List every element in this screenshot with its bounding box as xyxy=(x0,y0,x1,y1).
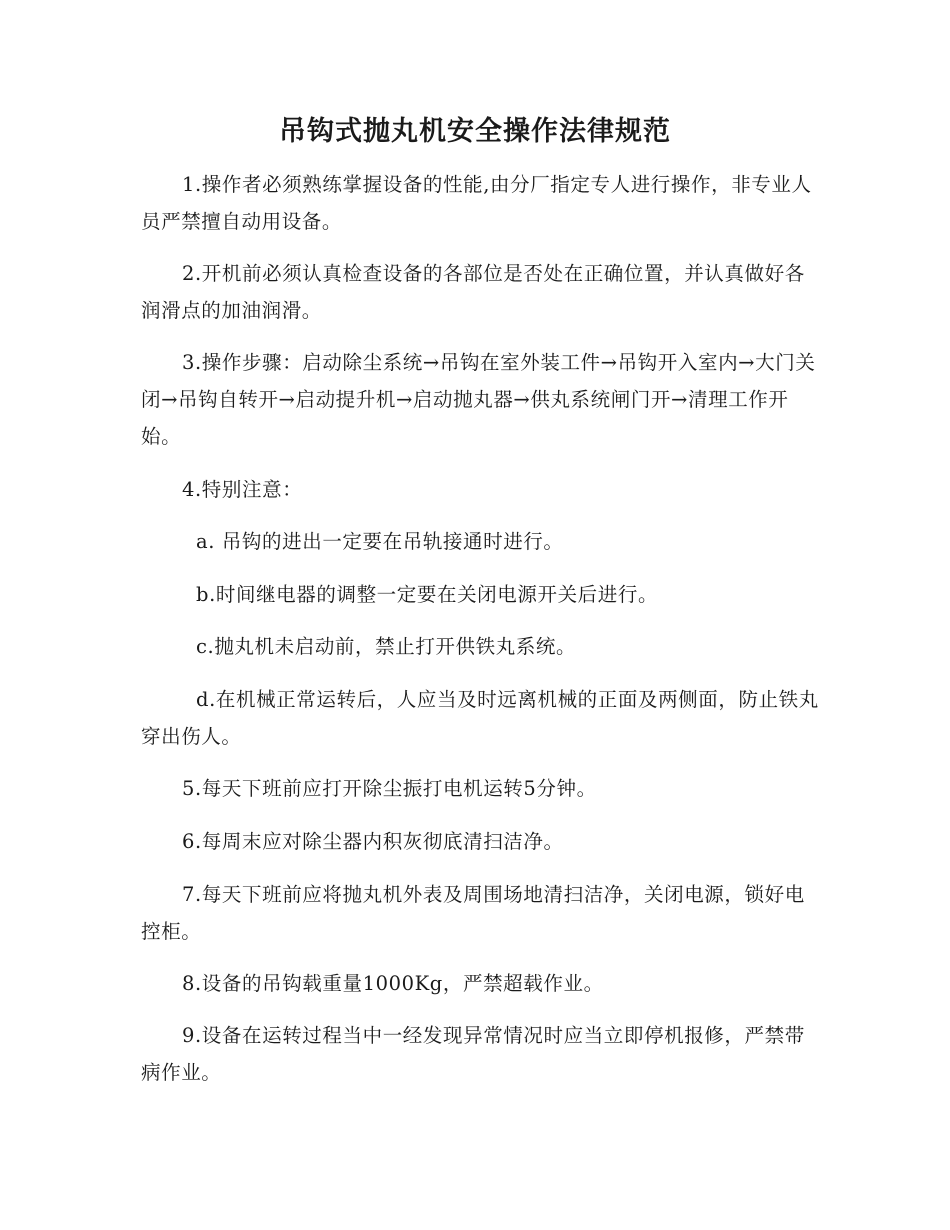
document-title: 吊钩式抛丸机安全操作法律规范 xyxy=(279,116,671,147)
paragraph-4c: c.抛丸机未启动前，禁止打开供铁丸系统。 xyxy=(196,635,577,658)
paragraph-4d: d.在机械正常运转后，人应当及时远离机械的正面及两侧面，防止铁丸穿出伤人。 xyxy=(141,688,819,748)
paragraph-8: 8.设备的吊钩载重量1000Kg，严禁超载作业。 xyxy=(182,972,604,995)
paragraph-1: 1.操作者必须熟练掌握设备的性能,由分厂指定专人进行操作，非专业人员严禁擅自动用设备。 xyxy=(141,173,812,233)
paragraph-5: 5.每天下班前应打开除尘振打电机运转5分钟。 xyxy=(182,777,597,800)
paragraph-7: 7.每天下班前应将抛丸机外表及周围场地清扫洁净，关闭电源，锁好电控柜。 xyxy=(141,883,805,943)
paragraph-9: 9.设备在运转过程当中一经发现异常情况时应当立即停机报修，严禁带病作业。 xyxy=(141,1024,805,1084)
paragraph-3: 3.操作步骤：启动除尘系统→吊钩在室外装工件→吊钩开入室内→大门关闭→吊钩自转开→启动提升机→启动抛丸器→供丸系统闸门开→清理工作开始。 xyxy=(141,351,816,448)
paragraph-6: 6.每周末应对除尘器内积灰彻底清扫洁净。 xyxy=(182,830,564,853)
paragraph-4a: a. 吊钩的进出一定要在吊轨接通时进行。 xyxy=(196,530,564,553)
paragraph-2: 2.开机前必须认真检查设备的各部位是否处在正确位置，并认真做好各润滑点的加油润滑。 xyxy=(141,262,805,322)
paragraph-4b: b.时间继电器的调整一定要在关闭电源开关后进行。 xyxy=(196,583,659,606)
paragraph-4: 4.特别注意： xyxy=(182,478,303,501)
